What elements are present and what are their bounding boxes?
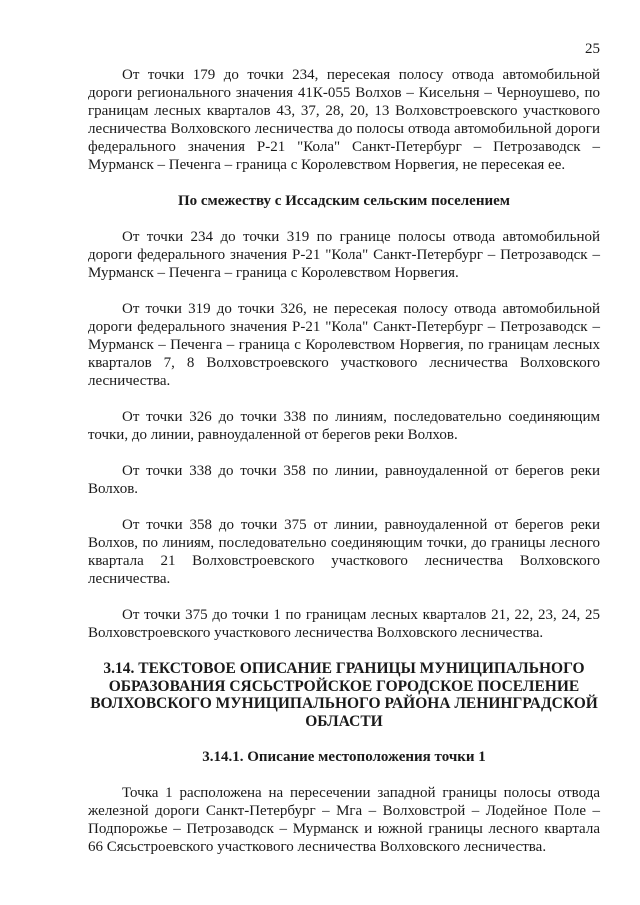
paragraph-points-338-358: От точки 338 до точки 358 по линии, равноудаленной от берегов реки Волхов. [88, 463, 600, 497]
subheading-issad-boundary: По смежеству с Иссадским сельским поселением [177, 193, 511, 209]
paragraph-point-1-location: Точка 1 расположена на пересечении западной границы полосы отвода железной дороги Санкт-Петербург – Мга – Волховстрой – Лодейное Поле – Подпорожье – Петрозаводск – Мурманск и южной границы лесного квартала 66 Сясьстроевского участкового лесничества Волховского лесничества. [88, 785, 600, 855]
paragraph-points-179-234: От точки 179 до точки 234, пересекая полосу отвода автомобильной дороги регионального значения 41К-055 Волхов – Кисельня – Черноушево, по границам лесных кварталов 43, 37, 28, 20, 13 Волховстроевского участкового лесничества Волховского лесничества до полосы отвода автомобильной дороги федерального значения Р-21 "Кола" Санкт-Петербург – Петрозаводск – Мурманск – Печенга – граница с Королевством Норвегия, не пересекая ее. [88, 67, 600, 173]
section-heading-3-14: 3.14. ТЕКСТОВОЕ ОПИСАНИЕ ГРАНИЦЫ МУНИЦИПАЛЬНОГО ОБРАЗОВАНИЯ СЯСЬСТРОЙСКОЕ ГОРОДСКОЕ ПОСЕЛЕНИЕ ВОЛХОВСКОГО МУНИЦИПАЛЬНОГО РАЙОНА ЛЕНИНГРАДСКОЙ ОБЛАСТИ [90, 660, 598, 730]
paragraph-points-234-319: От точки 234 до точки 319 по границе полосы отвода автомобильной дороги федерального значения Р-21 "Кола" Санкт-Петербург – Петрозаводск – Мурманск – Печенга – граница с Королевством Норвегия. [88, 229, 600, 281]
paragraph-points-358-375: От точки 358 до точки 375 от линии, равноудаленной от берегов реки Волхов, по линиям, последовательно соединяющим точки, до границы лесного квартала 21 Волховстроевского участкового лесничества Волховского лесничества. [88, 517, 600, 587]
paragraph-points-326-338: От точки 326 до точки 338 по линиям, последовательно соединяющим точки, до линии, равноудаленной от берегов реки Волхов. [88, 409, 600, 443]
paragraph-points-375-1: От точки 375 до точки 1 по границам лесных кварталов 21, 22, 23, 24, 25 Волховстроевского участкового лесничества Волховского лесничества. [88, 607, 600, 641]
document-body [88, 66, 600, 874]
page-number: 25 [585, 41, 600, 57]
paragraph-points-319-326: От точки 319 до точки 326, не пересекая полосу отвода автомобильной дороги федерального значения Р-21 "Кола" Санкт-Петербург – Петрозаводск – Мурманск – Печенга – граница с Королевством Норвегия, по границам лесных кварталов 7, 8 Волховстроевского участкового лесничества Волховского лесничества. [88, 301, 600, 389]
sub-section-heading-3-14-1: 3.14.1. Описание местоположения точки 1 [202, 749, 486, 765]
